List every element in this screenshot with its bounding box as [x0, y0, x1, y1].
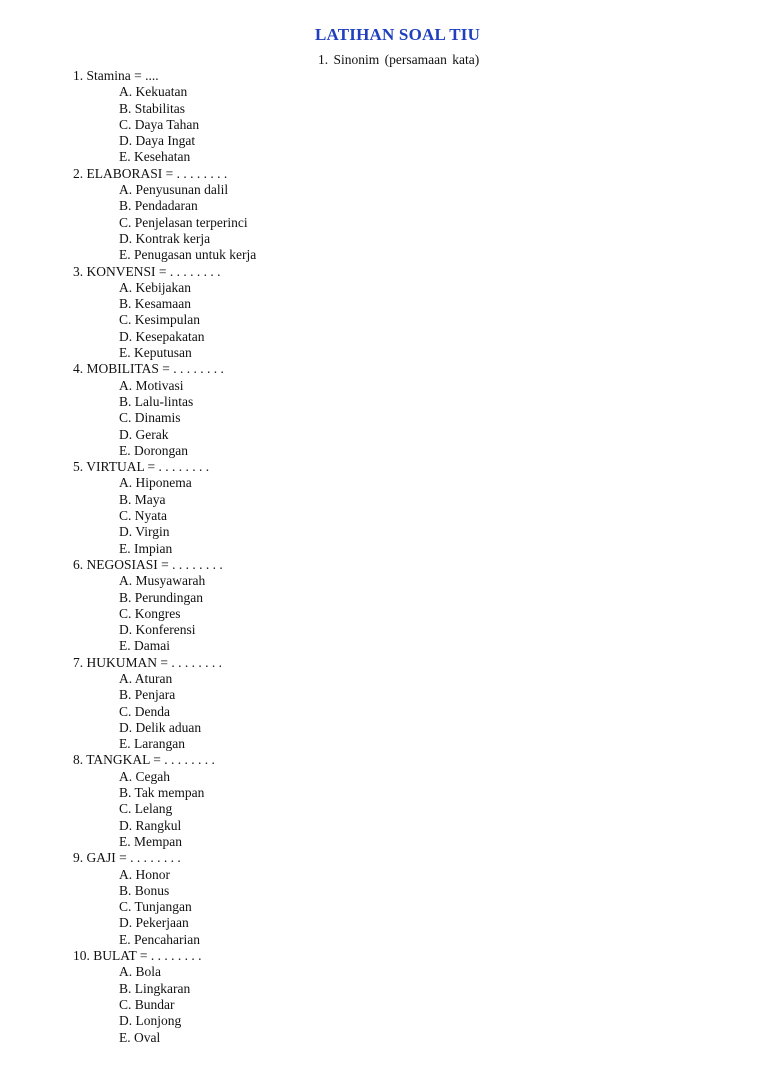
option-b: B. Bonus — [119, 882, 170, 898]
option-a: A. Cegah — [119, 768, 170, 784]
option-c: C. Nyata — [119, 508, 167, 524]
question-list — [73, 68, 256, 1046]
question-9 — [73, 850, 256, 948]
option-e: E. Pencaharian — [119, 931, 200, 947]
option-b: B. Pendadaran — [119, 198, 198, 214]
option-a: A. Kekuatan — [119, 84, 188, 100]
question-text: 5. VIRTUAL = . . . . . . . . — [73, 459, 210, 475]
option-d: D. Konferensi — [119, 622, 196, 638]
question-text: 7. HUKUMAN = . . . . . . . . — [73, 654, 222, 670]
option-b: B. Stabilitas — [119, 100, 186, 116]
option-c: C. Dinamis — [119, 410, 181, 426]
option-a: A. Kebijakan — [119, 279, 191, 295]
page-title: LATIHAN SOAL TIU — [315, 25, 481, 44]
option-a: A. Honor — [119, 866, 170, 882]
option-b: B. Maya — [119, 491, 166, 507]
option-c: C. Kongres — [119, 605, 181, 621]
option-a: A. Motivasi — [119, 377, 184, 393]
question-10 — [73, 948, 256, 1046]
option-d: D. Daya Ingat — [119, 133, 196, 149]
option-d: D. Rangkul — [119, 817, 182, 833]
option-e: E. Dorongan — [119, 442, 188, 458]
option-d: D. Gerak — [119, 426, 169, 442]
option-d: D. Virgin — [119, 524, 170, 540]
option-a: A. Hiponema — [119, 475, 192, 491]
option-a: A. Aturan — [119, 670, 173, 686]
option-a: A. Musyawarah — [119, 573, 206, 589]
option-d: D. Pekerjaan — [119, 915, 189, 931]
question-text: 1. Stamina = .... — [73, 68, 159, 83]
option-a: A. Penyusunan dalil — [119, 182, 229, 198]
question-text: 10. BULAT = . . . . . . . . — [73, 948, 202, 964]
option-e: E. Mempan — [119, 833, 182, 849]
option-e: E. Penugasan untuk kerja — [119, 247, 257, 263]
question-6 — [73, 557, 256, 655]
option-e: E. Oval — [119, 1029, 161, 1045]
option-c: C. Tunjangan — [119, 899, 192, 915]
option-c: C. Penjelasan terperinci — [119, 214, 248, 230]
option-e: E. Larangan — [119, 736, 185, 752]
option-b: B. Perundingan — [119, 589, 203, 605]
option-e: E. Kesehatan — [119, 149, 191, 165]
option-b: B. Tak mempan — [119, 785, 205, 801]
option-c: C. Lelang — [119, 801, 173, 817]
question-5 — [73, 459, 256, 557]
question-4 — [73, 361, 256, 459]
question-8 — [73, 752, 256, 850]
option-b: B. Lalu-lintas — [119, 393, 194, 409]
option-a: A. Bola — [119, 964, 161, 980]
option-e: E. Impian — [119, 540, 173, 556]
option-e: E. Keputusan — [119, 345, 192, 361]
question-text: 4. MOBILITAS = . . . . . . . . — [73, 361, 224, 377]
question-3 — [73, 264, 256, 362]
option-b: B. Penjara — [119, 687, 176, 703]
section-subtitle: 1. Sinonim (persamaan kata) — [318, 52, 480, 67]
option-e: E. Damai — [119, 638, 170, 654]
option-c: C. Bundar — [119, 996, 175, 1012]
question-1 — [73, 68, 256, 166]
question-text: 8. TANGKAL = . . . . . . . . — [73, 752, 215, 768]
option-c: C. Kesimpulan — [119, 312, 200, 328]
question-text: 6. NEGOSIASI = . . . . . . . . — [73, 556, 223, 572]
option-b: B. Kesamaan — [119, 296, 191, 312]
option-d: D. Kontrak kerja — [119, 230, 211, 246]
question-2 — [73, 166, 256, 264]
option-c: C. Denda — [119, 703, 170, 719]
question-text: 3. KONVENSI = . . . . . . . . — [73, 263, 221, 279]
option-c: C. Daya Tahan — [119, 116, 200, 132]
option-b: B. Lingkaran — [119, 980, 191, 996]
option-d: D. Kesepakatan — [119, 328, 205, 344]
question-7 — [73, 655, 256, 753]
option-d: D. Delik aduan — [119, 719, 202, 735]
question-text: 2. ELABORASI = . . . . . . . . — [73, 165, 228, 181]
option-d: D. Lonjong — [119, 1013, 182, 1029]
question-text: 9. GAJI = . . . . . . . . — [73, 850, 181, 866]
